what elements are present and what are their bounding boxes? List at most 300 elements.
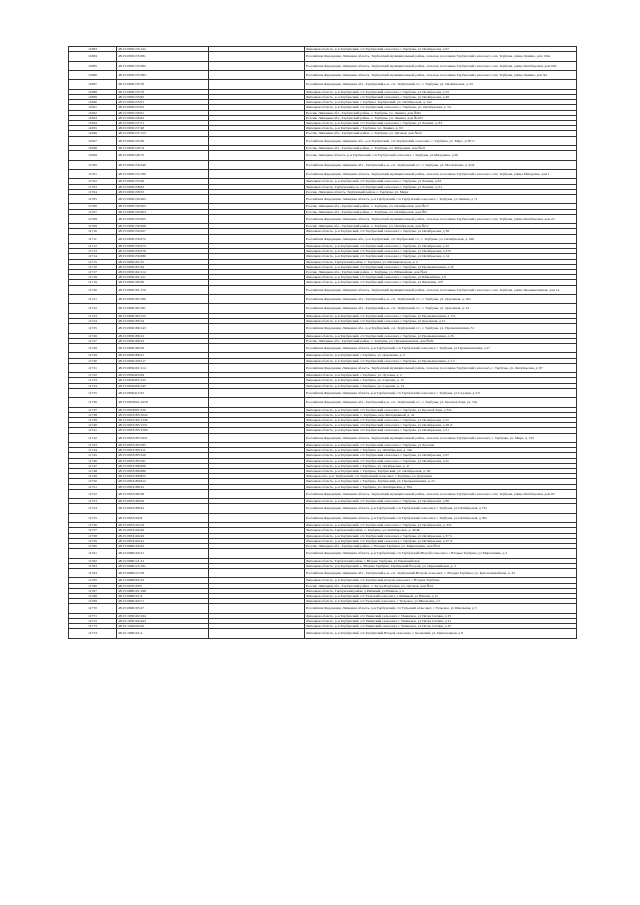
empty-cell: [209, 398, 305, 407]
row-number: 11761: [69, 549, 117, 558]
table-body: [69, 47, 577, 639]
address-cell: Липецкая область, р-н Тербунский, с. Вторые Тербуны, Тербунский Второй, ул. Первомайская, д. 5: [305, 563, 577, 568]
address-cell: Липецкая область, р-н Тербунский, с/п Тербунский сельсовет, с Тербуны, ул Октябрьская, д 38: [305, 229, 577, 234]
empty-cell: [209, 136, 305, 145]
cadastral-number: 48:15:0950185:54: [117, 318, 209, 323]
address-cell: Липецкая область, р-н Тербунский, с/п Тербунский сельсовет, с Тербуны, ул Октябрьская, д 25: [305, 243, 577, 248]
row-number: 11710: [69, 229, 117, 234]
cadastral-number: 48:15:0950135:142: [117, 47, 209, 52]
cadastral-number: 48:15:0960121:31: [117, 558, 209, 563]
cadastral-number: 48:15:0950162:121: [117, 275, 209, 280]
cadastral-number: 48:15:0990104:71: [117, 599, 209, 604]
table-row: [69, 388, 577, 397]
address-cell: Липецкая область, р-н Тербунский, с Тербуны, ул. Луговая, д. 2: [305, 373, 577, 378]
row-number: 11723: [69, 313, 117, 318]
address-cell: Российская Федерация, Липецкая обл., р-н Тербунский, с/п Тербунский с/с, с. Тербуны, ул. Октябрьская, д. 196: [305, 234, 577, 243]
cadastral-number: 48:15:0953189:42: [117, 504, 209, 513]
cadastral-number: 48:15:0950186:26: [117, 343, 209, 352]
empty-cell: [209, 80, 305, 89]
cadastral-number: 48:15:0953185:411: [117, 448, 209, 453]
empty-cell: [209, 388, 305, 397]
address-cell: Липецкая область, р-н Тербунский, с/п Тербунский сельсовет, с Тербуны, ул Октябрьская, д 55: [305, 89, 577, 94]
table-row: [69, 194, 577, 203]
address-cell: Россия, Липецкая обл., Тербунский район, с. Тербуны, ул. Ленина, дом №103: [305, 115, 577, 120]
cadastral-number: 48:15:0960104:31: [117, 549, 209, 558]
cadastral-number: 48:15:0950159:263: [117, 204, 209, 209]
cadastral-number: 48:15:0953185:1551: [117, 423, 209, 428]
table-row: [69, 304, 577, 313]
row-number: 11747: [69, 463, 117, 468]
row-number: 11696: [69, 131, 117, 136]
address-cell: Российская Федерация, Липецкая область, Тербунский муниципальный район, сельское поселение Тербунский сельсовет, село Тербуны, улица Октябрьская, дом 94б: [305, 61, 577, 70]
cadastral-number: 48:15:0950405:122: [117, 378, 209, 383]
address-cell: Липецкая область, р-н Тербунский, с/п Тербунский второй сельсовет, с Вторые Тербуны: [305, 578, 577, 583]
row-number: 11750: [69, 479, 117, 484]
cadastral-number: 48:15:0953186:600: [117, 463, 209, 468]
table-row: [69, 433, 577, 442]
cadastral-number: 48:15:0953194:26: [117, 528, 209, 533]
row-number: 11774: [69, 629, 117, 638]
row-number: 11767: [69, 588, 117, 593]
cadastral-number: 48:15:0950158:62: [117, 184, 209, 189]
cadastral-number: 48:15:0953194:41: [117, 538, 209, 543]
cadastral-number: 48:15:0950135:82: [117, 94, 209, 99]
row-number: 11730: [69, 358, 117, 363]
property-registry-table: [68, 46, 577, 639]
row-number: 11709: [69, 224, 117, 229]
address-cell: Липецкая область, р-н Тербунский, с/п Тербунский сельсовет, с Тербуны, ул Октябрьская, д 86: [305, 499, 577, 504]
table-row: [69, 629, 577, 638]
address-cell: Российская Федерация, Липецкая область, р-н Тербунский, с/п Тербунский сельсовет, с Тербуны, ул Ленина, д 71: [305, 194, 577, 203]
cadastral-number: 48:15:0950182:181: [117, 304, 209, 313]
table-row: [69, 214, 577, 223]
empty-cell: [209, 61, 305, 70]
row-number: 11773: [69, 624, 117, 629]
table-row: [69, 52, 577, 61]
row-number: 11716: [69, 264, 117, 269]
cadastral-number: 48:15:0980101:198: [117, 588, 209, 593]
row-number: 11753: [69, 499, 117, 504]
cadastral-number: 48:15:0953001:320: [117, 407, 209, 412]
empty-cell: [209, 629, 305, 638]
empty-cell: [209, 363, 305, 372]
row-number: 11770: [69, 604, 117, 613]
row-number: 11729: [69, 353, 117, 358]
row-number: 11719: [69, 280, 117, 285]
empty-cell: [209, 324, 305, 333]
empty-cell: [209, 304, 305, 313]
address-cell: Липецкая область, р-н Тербунский, с/п Ушинский сельсовет, с Ушинское, ул Петра Сетина, д 35: [305, 613, 577, 618]
address-cell: Российская Федерация, Липецкая область, р-н Тербунский, с/п Тербунский сельсовет, с Тербуны, ул Октябрьская, д 73а: [305, 504, 577, 513]
address-cell: Липецкая область, Тербунский район, д Рябиный, ул Южная, д 4: [305, 588, 577, 593]
address-cell: Липецкая область, р-н Тербунский, с/п Тербунский сельсовет, с Тербуны, ул Октябрьская, д 5а: [305, 417, 577, 422]
row-number: 11748: [69, 468, 117, 473]
cadastral-number: 48:15:0990105:47: [117, 604, 209, 613]
empty-cell: [209, 285, 305, 294]
address-cell: Российская Федерация, Липецкая область, Тербунский муниципальный район, сельское поселение Тербунский сельсовет, село Тербуны, улица Мичурина, дом 1: [305, 169, 577, 178]
cadastral-number: 48:15:0950135:93: [117, 105, 209, 110]
table-row: [69, 234, 577, 243]
row-number: 11725: [69, 324, 117, 333]
cadastral-number: 48:15:0950201:114: [117, 363, 209, 372]
address-cell: Липецкая область, р-н Тербунский, с/п Тербунский сельсовет, с Тербуны, ул Октябрьская, д 51: [305, 428, 577, 433]
empty-cell: [209, 214, 305, 223]
address-cell: Российская Федерация, Липецкая область, Тербунский муниципальный район, сельское поселение Тербунский сельсовет, с. Тербуны, ул. Мира, д. 15б: [305, 433, 577, 442]
cadastral-number: 48:15:1030204:20: [117, 624, 209, 629]
row-number: 11754: [69, 504, 117, 513]
address-cell: Липецкая область, Тербунский район, с. Тербуны, ул. Октябрьская, д. 40 Ж: [305, 528, 577, 533]
cadastral-number: 48:15:0960127:28: [117, 568, 209, 577]
empty-cell: [209, 343, 305, 352]
row-number: 11759: [69, 538, 117, 543]
row-number: 11733: [69, 378, 117, 383]
row-number: 11686: [69, 70, 117, 79]
cadastral-number: 48:15:0950162:114: [117, 269, 209, 274]
row-number: 11691: [69, 105, 117, 110]
address-cell: Российская Федерация, Липецкая область, р-н Тербунский, с/п Тербунский сельсовет, с Тербуны, ул Садовая, д 2/3: [305, 388, 577, 397]
empty-cell: [209, 52, 305, 61]
row-number: 11734: [69, 383, 117, 388]
empty-cell: [209, 294, 305, 303]
cadastral-number: 48:15:0950146:75: [117, 151, 209, 160]
empty-cell: [209, 169, 305, 178]
row-number: 11736: [69, 398, 117, 407]
empty-cell: [209, 489, 305, 498]
row-number: 11701: [69, 169, 117, 178]
cadastral-number: 48:15:0953186:686: [117, 468, 209, 473]
row-number: 11739: [69, 417, 117, 422]
cadastral-number: 48:15:0950159:273: [117, 243, 209, 248]
row-number: 11689: [69, 94, 117, 99]
cadastral-number: 48:15:0953185:591: [117, 458, 209, 463]
row-number: 11752: [69, 489, 117, 498]
table-row: [69, 61, 577, 70]
cadastral-number: 48:15:0950135:383: [117, 70, 209, 79]
row-number: 11698: [69, 145, 117, 150]
row-number: 11690: [69, 100, 117, 105]
address-cell: Липецкая область, р-н Тербунский, с/п Тербунский сельсовет, с Тербуны, ул Промышленная, д 2 б: [305, 358, 577, 363]
address-cell: Российская Федерация, Липецкая область, Тербунский муниципальный район, сельское поселение Тербунский сельсовет, село Тербуны, улица Октябрьская, дом 85: [305, 489, 577, 498]
empty-cell: [209, 504, 305, 513]
row-number: 11765: [69, 578, 117, 583]
row-number: 11706: [69, 204, 117, 209]
cadastral-number: 48:15:0950409:143: [117, 383, 209, 388]
cadastral-number: 48:15:0950137:48: [117, 126, 209, 131]
cadastral-number: 48:15:0953189:38: [117, 489, 209, 498]
address-cell: Россия, Липецкая обл., Тербунский район, с. Вторые Тербуны, ул. Мирошника, дом №31: [305, 543, 577, 548]
address-cell: Липецкая область, р-н Тербунский, с/п Ушинский сельсовет, с Ушинское, ул Петра Сетина, д 35: [305, 624, 577, 629]
cadastral-number: 48:15:1090101:4: [117, 629, 209, 638]
address-cell: Российская Федерация, Липецкая область, р-н Тербунский, с/п Тербунский сельсовет, с Тербуны, ул Октябрьская, д 39а: [305, 513, 577, 522]
table-row: [69, 324, 577, 333]
cadastral-number: 48:15:0953189:812: [117, 479, 209, 484]
address-cell: Липецкая область, р-н Тербунский, с/п Тербунский Второй сельсовет, с Засевский, ул. Центральная, д 8: [305, 629, 577, 638]
address-cell: Российская Федерация, Липецкая область, Тербунский муниципальный район, сельское поселение Тербунский сельсовет, село Тербуны, улица Ленина, дом 134а: [305, 52, 577, 61]
row-number: 11749: [69, 474, 117, 479]
row-number: 11704: [69, 189, 117, 194]
table-row: [69, 169, 577, 178]
address-cell: Липецкая область, р-н Тербунский, с Тербуны, Тербунский, ул. Промышленная, д. 21: [305, 479, 577, 484]
address-cell: Липецкая область, р-н Тербунский, с/п Тербунский сельсовет, с Тербуны, ул Октябрьская, д 49: [305, 94, 577, 99]
row-number: 11721: [69, 294, 117, 303]
row-number: 11720: [69, 285, 117, 294]
cadastral-number: 48:15:0953185:520: [117, 453, 209, 458]
cadastral-number: 48:15:0950186:22: [117, 333, 209, 338]
cadastral-number: 48:15:0950146:74: [117, 145, 209, 150]
row-number: 11766: [69, 583, 117, 588]
empty-cell: [209, 151, 305, 160]
address-cell: Россия, Липецкая обл., Тербунский район, с. Тербуны, ул. Ленина, дом №95: [305, 110, 577, 115]
row-number: 11772: [69, 618, 117, 623]
row-number: 11755: [69, 513, 117, 522]
cadastral-number: 48:15:0953185:1931: [117, 433, 209, 442]
address-cell: Российская Федерация, Липецкая область, Тербунский муниципальный район, сельское поселение Тербунский сельсовет, с. Тербуны, ул. Октябрьская, д. 87: [305, 363, 577, 372]
cadastral-number: 48:15:0950135:91: [117, 100, 209, 105]
row-number: 11695: [69, 126, 117, 131]
cadastral-number: 48:15:0950135:381: [117, 52, 209, 61]
row-number: 11683: [69, 47, 117, 52]
address-cell: Россия, Липецкая обл., Тербунский район, с. Тербуны, ул. Октябрьская, дом №17: [305, 204, 577, 209]
row-number: 11732: [69, 373, 117, 378]
address-cell: Российская Федерация, Липецкая обл., Тербунский р-н, с.п. Тербунский с/с, с. Тербуны, ул. Дорожная, д. 20а: [305, 294, 577, 303]
row-number: 11702: [69, 179, 117, 184]
cadastral-number: 48:15:0950189:21: [117, 353, 209, 358]
address-cell: Российская Федерация, Липецкая обл., Тербунский р-н, с.п. Тербунский с/с, с. Тербуны, ул. Московская, д. 41Д: [305, 160, 577, 169]
cadastral-number: 48:15:0950159:265: [117, 214, 209, 223]
address-cell: Российская Федерация, Липецкая область, р-н Тербунский, с/п Тербунский сельсовет, с Тербуны, ул Промышленная, д 27: [305, 343, 577, 352]
address-cell: Липецкая обл., р-н Тербунский, с/п Тербунский сельсовет, с Тербуны, ул Дорожная: [305, 474, 577, 479]
row-number: 11760: [69, 543, 117, 548]
address-cell: Липецкая область, р-н Тербунский, с Тербуны, Тербунский, ул. Октябрьская, д. 56: [305, 468, 577, 473]
address-cell: Липецкая область, р-н Тербунский, с Тербуны, ул. Октябрьская, д. 85а: [305, 484, 577, 489]
address-cell: Российская Федерация, Липецкая обл., Тербунский р-н, с.п. Тербунский с/с, с. Тербуны, ул. Красная Заря, ул. 33а: [305, 398, 577, 407]
address-cell: Россия, Липецкая обл., Тербунский район, с. Тербуны, ул. Луговая, дом №22: [305, 131, 577, 136]
row-number: 11771: [69, 613, 117, 618]
address-cell: Липецкая область, р-н Тербунский, с/п Тербунский сельсовет, с Тербуны, ул Луговая: [305, 442, 577, 447]
table-row: [69, 549, 577, 558]
cadastral-number: 48:15:0950135:76: [117, 80, 209, 89]
address-cell: Российская Федерация, Липецкая обл., р-н Тербунский, с/п Тербунский сельсовет, с. Тербуны, ул. Марс, д.38 'а': [305, 136, 577, 145]
row-number: 11744: [69, 448, 117, 453]
row-number: 11740: [69, 423, 117, 428]
address-cell: Липецкая область, р-н Тербунский, с/п Тульский сельсовет, с Тульское, ул Школьная, д 5: [305, 599, 577, 604]
cadastral-number: 48:15:0950155:46: [117, 179, 209, 184]
row-number: 11745: [69, 453, 117, 458]
address-cell: Российская Федерация, Липецкая область, р-н Тербунский, с/п Тульский сельсовет, с Тульское, ул Школьная, д 5: [305, 604, 577, 613]
address-cell: Липецкая область, Тербунский р-н, с/п Тербунский сельсовет, с Тербуны, ул Ленина, д. 61: [305, 184, 577, 189]
address-cell: Российская Федерация, Липецкая область, Тербунский муниципальный район, сельское поселение Тербунский сельсовет, село Тербуны, улица Октябрьская, дом 2а: [305, 214, 577, 223]
cadastral-number: 48:15:0950161:55: [117, 259, 209, 264]
table-row: [69, 489, 577, 498]
empty-cell: [209, 70, 305, 79]
address-cell: Липецкая область, р-н Тербунский, с Тербуны, ул. Октябрьская, д. 50а: [305, 448, 577, 453]
address-cell: Липецкая область, р-н Тербунский, с/п Тербунский сельсовет, с Тербуны, ул Промышленная, д 17а: [305, 313, 577, 318]
row-number: 11717: [69, 269, 117, 274]
address-cell: Липецкая область, р-н Тербунский, с. Тербуны, пер. Молодежный, д. 2а: [305, 412, 577, 417]
address-cell: Липецкая область, р-н Тербунский, с Тербуны, ул. Садовая, д. 15: [305, 378, 577, 383]
address-cell: Липецкая область, Тербунский район, с Вторые Тербуны, ул Первомайская: [305, 558, 577, 563]
cadastral-number: 48:15:0950181:176: [117, 285, 209, 294]
address-cell: Российская Федерация, Липецкая обл., Тербунский р-н, с.п. Тербунский с/с, с. Тербуны, ул. Октябрьская, д. 45: [305, 80, 577, 89]
table-row: [69, 151, 577, 160]
address-cell: Липецкая область, р-н Тербунский, с/п Тербунский сельсовет, с Тербуны, ул Октябрьская, д 37 б: [305, 533, 577, 538]
address-cell: Липецкая область, р-н Тербунский, с/п Ушинский сельсовет, с Ушинское, ул Петра Сетина, д 31: [305, 618, 577, 623]
cadastral-number: 48:15:0953185:1539: [117, 417, 209, 422]
cadastral-number: 48:15:0980101:4: [117, 593, 209, 598]
cadastral-number: 48:15:1030102:443: [117, 618, 209, 623]
document-page: [68, 46, 576, 639]
cadastral-number: 48:15:0953185:1024: [117, 412, 209, 417]
address-cell: Липецкая область, р-н Тербунский, с/п Тербунский сельсовет, с Тербуны, ул Октябрьская, д 2а: [305, 458, 577, 463]
address-cell: Липецкая область, р-н Тербунский, с/п Тербунский сельсовет, с Тербуны, ул Октябрьская, д 37 'в': [305, 538, 577, 543]
row-number: 11713: [69, 249, 117, 254]
address-cell: Липецкая область, р-н Тербунский, с Тербуны, ул. Ленина, д. 93: [305, 126, 577, 131]
address-cell: Российская Федерация, Липецкая обл., р-н Тербунский, с.п. Тербунский с/с, с. Тербуны, ул. Промышленная, 31: [305, 324, 577, 333]
address-cell: Липецкая область, р-н Тербунский, с/п Тербунский сельсовет, с Тербуны, ул Дорожная, д 21: [305, 318, 577, 323]
cadastral-number: 48:15:0950137:51: [117, 120, 209, 125]
row-number: 11738: [69, 412, 117, 417]
address-cell: Липецкая область, р-н Тербунский, с/п Тербунский сельсовет, с Тербуны, ул Октябрьская, д 49 'в': [305, 423, 577, 428]
row-number: 11731: [69, 363, 117, 372]
address-cell: Липецкая область, р-н Тербунский, с/п Тербунский сельсовет, с Тербуны, ул Октябрьская, д. 35а: [305, 523, 577, 528]
row-number: 11714: [69, 254, 117, 259]
row-number: 11712: [69, 243, 117, 248]
row-number: 11711: [69, 234, 117, 243]
address-cell: Липецкая область, р-н Тербунский, с Тербуны, Тербунский, ул. Октябрьская, д. 54а: [305, 100, 577, 105]
row-number: 11703: [69, 184, 117, 189]
cadastral-number: 48:15:0950145:36: [117, 136, 209, 145]
row-number: 11718: [69, 275, 117, 280]
row-number: 11746: [69, 458, 117, 463]
address-cell: Липецкая область, р-н Тербунский, с/п Тербунский сельсовет, с Тербуны, ул. Октябрьская, д. 54: [305, 105, 577, 110]
cadastral-number: 48:15:0950135:79: [117, 89, 209, 94]
row-number: 11697: [69, 136, 117, 145]
address-cell: Российская Федерация, Липецкая обл., Тербунский р-н, с.п. Тербунский с/с, с. Тербуны, ул. Дорожная, д. 22: [305, 304, 577, 313]
address-cell: Россия, Липецкая обл., Тербунский район, с. Тербуны, ул. Октябрьская, дом №5: [305, 209, 577, 214]
cadastral-number: 48:15:0950186:23: [117, 338, 209, 343]
cadastral-number: 48:15:0950159:276: [117, 249, 209, 254]
address-cell: Россия, Липецкая обл., Тербунский район, с. Тербуны, ул. Юбилейная, дом №2а: [305, 269, 577, 274]
empty-cell: [209, 549, 305, 558]
cadastral-number: 48:15:0950182:180: [117, 294, 209, 303]
cadastral-number: 48:15:0950159:280: [117, 254, 209, 259]
row-number: 11728: [69, 343, 117, 352]
table-row: [69, 136, 577, 145]
cadastral-number: 48:15:0953186:855: [117, 474, 209, 479]
row-number: 11763: [69, 563, 117, 568]
table-row: [69, 504, 577, 513]
empty-cell: [209, 568, 305, 577]
row-number: 11699: [69, 151, 117, 160]
cadastral-number: 48:15:0953001:1018: [117, 398, 209, 407]
cadastral-number: 48:15:0950159:267: [117, 229, 209, 234]
row-number: 11762: [69, 558, 117, 563]
table-row: [69, 343, 577, 352]
row-number: 11757: [69, 528, 117, 533]
row-number: 11707: [69, 209, 117, 214]
cadastral-number: 48:15:0950154:240: [117, 160, 209, 169]
row-number: 11756: [69, 523, 117, 528]
row-number: 11700: [69, 160, 117, 169]
cadastral-number: 48:15:0950137:153: [117, 131, 209, 136]
empty-cell: [209, 234, 305, 243]
row-number: 11764: [69, 568, 117, 577]
row-number: 11722: [69, 304, 117, 313]
address-cell: Липецкая область, р-н Тербунский, с/п Тербунский сельсовет, с Тербуны, ул Юбилейная, д 6: [305, 275, 577, 280]
address-cell: Липецкая область, р-н Тербунский, с/п Тербунский сельсовет, с Тербуны, ул Ленина, д. 83: [305, 120, 577, 125]
empty-cell: [209, 194, 305, 203]
row-number: 11758: [69, 533, 117, 538]
empty-cell: [209, 513, 305, 522]
address-cell: Липецкая область, р-н Тербунский, с/п Тербунский сельсовет, с Тербуны, ул Красная Заря, д 33а: [305, 407, 577, 412]
cadastral-number: 48:15:0950135:382: [117, 61, 209, 70]
cadastral-number: 48:15:0950158:53: [117, 189, 209, 194]
address-cell: Липецкая область, р-н Тербунский, с/п Тербунский сельсовет, с Тербуны, ул Щепкина, 27б: [305, 280, 577, 285]
row-number: 11727: [69, 338, 117, 343]
row-number: 11684: [69, 52, 117, 61]
row-number: 11724: [69, 318, 117, 323]
cadastral-number: 48:15:0950136:62: [117, 115, 209, 120]
table-row: [69, 568, 577, 577]
row-number: 11687: [69, 80, 117, 89]
row-number: 11769: [69, 599, 117, 604]
cadastral-number: 48:15:0953192:8: [117, 513, 209, 522]
cadastral-number: 48:15:0953185:395: [117, 442, 209, 447]
address-cell: Россия, Липецкая область, Тербунский район, с. Тербуны, ул. Мира: [305, 189, 577, 194]
address-cell: Липецкая область, р-н Тербунский, с/п Тульский сельсовет, д Рябиный, ул Южная, д 1а: [305, 593, 577, 598]
address-cell: Россия, Липецкая обл., Тербунский район, с. Тербуны, ул. Мичурина, дом №2а: [305, 145, 577, 150]
cadastral-number: 48:15:0950161:94: [117, 264, 209, 269]
address-cell: Липецкая область, р-н Тербунский, с/п Тербунский сельсовет, с Тербуны, ул Октябрьская, д 14: [305, 254, 577, 259]
table-row: [69, 363, 577, 372]
empty-cell: [209, 604, 305, 613]
cadastral-number: 48:15:0953189:22: [117, 484, 209, 489]
address-cell: Российская Федерация, Липецкая область, р-н Тербунский, с/п Тербунский Второй сельсовет, с Вторые Тербуны, ул Мирошника, д 2: [305, 549, 577, 558]
address-cell: Россия, Липецкая обл., Тербунский район, с. Тербуны, ул. Октябрьская, дом №17: [305, 224, 577, 229]
empty-cell: [209, 160, 305, 169]
cadastral-number: 48:15:0960104:42: [117, 543, 209, 548]
cadastral-number: 48:15:0950159:272: [117, 234, 209, 243]
table-row: [69, 398, 577, 407]
cadastral-number: 48:15:0953194:19: [117, 523, 209, 528]
cadastral-number: 48:15:0960125:191: [117, 563, 209, 568]
row-number: 11708: [69, 214, 117, 223]
cadastral-number: 48:15:0970109:5: [117, 583, 209, 588]
table-row: [69, 285, 577, 294]
cadastral-number: 48:15:0950159:264: [117, 209, 209, 214]
cadastral-number: 48:15:0950412:25: [117, 388, 209, 397]
address-cell: Липецкая область, р-н Тербунский, с/п Тербунский сельсовет, с Тербуны, ул Октябрьская, д 67: [305, 47, 577, 52]
row-number: 11726: [69, 333, 117, 338]
address-cell: Липецкая область, р-н Тербунский, с Тербуны, ул. октябрьская, д. 2г: [305, 463, 577, 468]
table-row: [69, 70, 577, 79]
row-number: 11743: [69, 442, 117, 447]
cadastral-number: 48:15:0953194:29: [117, 533, 209, 538]
row-number: 11737: [69, 407, 117, 412]
row-number: 11692: [69, 110, 117, 115]
table-row: [69, 294, 577, 303]
address-cell: Липецкая область, р-н Тербунский, с/п Тербунский сельсовет, с Тербуны, ул Промышленная, д 2б: [305, 264, 577, 269]
cadastral-number: 48:15:0950169:30: [117, 280, 209, 285]
empty-cell: [209, 433, 305, 442]
address-cell: Липецкая область, р-н Тербунский, с/п Тербунский сельсовет, с Тербуны, ул Октябрьская, д 67: [305, 453, 577, 458]
row-number: 11694: [69, 120, 117, 125]
cadastral-number: 48:15:0953185:1569: [117, 428, 209, 433]
address-cell: Россия, Липецкая область, р-н Тербунский, с/п Тербунский сельсовет, с Тербуны, ул Мичурина, д 26: [305, 151, 577, 160]
row-number: 11768: [69, 593, 117, 598]
table-row: [69, 80, 577, 89]
cadastral-number: 48:15:0950183:155: [117, 313, 209, 318]
